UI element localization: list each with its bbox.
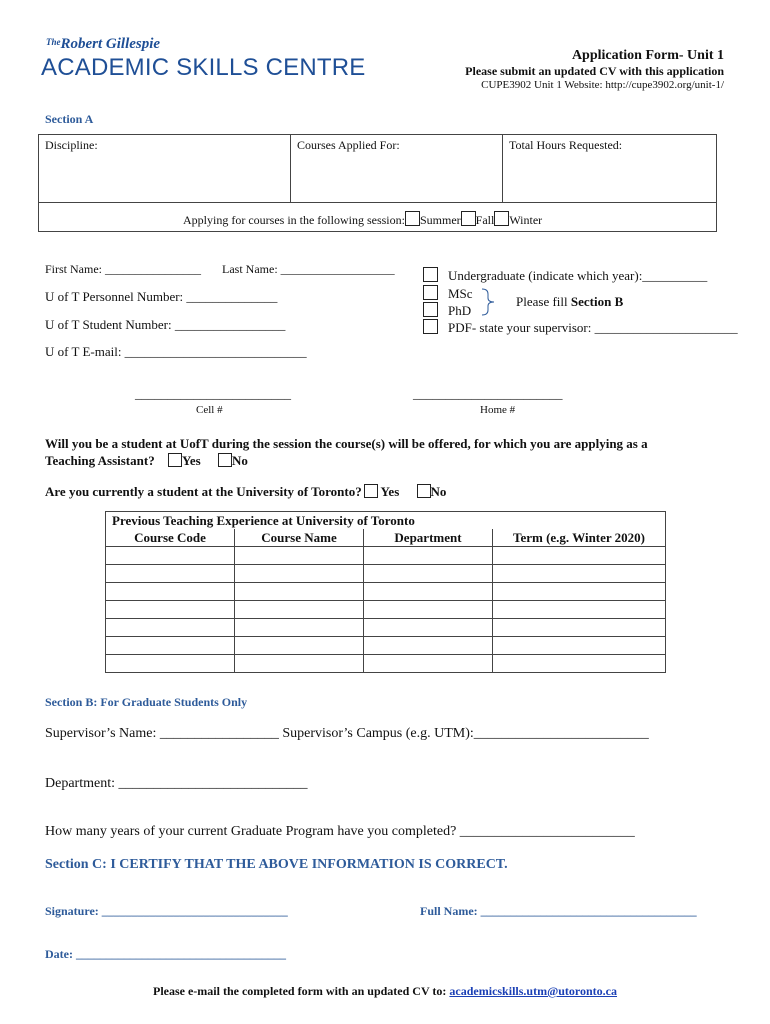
col-course-name: Course Name — [235, 529, 364, 547]
home-label: Home # — [480, 404, 516, 416]
table-cell[interactable] — [106, 637, 235, 655]
summer-checkbox[interactable] — [405, 211, 420, 226]
table-cell[interactable] — [364, 583, 493, 601]
table-cell[interactable] — [235, 565, 364, 583]
student-yes-checkbox[interactable] — [364, 484, 378, 498]
table-cell[interactable] — [106, 583, 235, 601]
section-b-heading: Section B: For Graduate Students Only — [45, 695, 248, 709]
teaching-experience-table — [105, 511, 666, 673]
table-cell[interactable] — [493, 583, 666, 601]
phd-checkbox[interactable] — [423, 302, 438, 317]
section-c-heading: Section C: I CERTIFY THAT THE ABOVE INFORMATION IS CORRECT. — [45, 857, 508, 872]
table-cell[interactable] — [364, 637, 493, 655]
student-number-field[interactable]: U of T Student Number: _________________ — [45, 317, 286, 332]
courses-field[interactable]: Courses Applied For: — [291, 135, 503, 202]
msc-label: MSc — [448, 286, 473, 301]
personnel-number-field[interactable]: U of T Personnel Number: ______________ — [45, 289, 278, 304]
table-cell[interactable] — [235, 583, 364, 601]
table-cell[interactable] — [364, 565, 493, 583]
section-a-heading: Section A — [45, 112, 94, 126]
table-row — [106, 619, 666, 637]
table-cell[interactable] — [106, 601, 235, 619]
table-row — [106, 655, 666, 673]
brace-icon — [480, 287, 504, 317]
signature-field[interactable]: Signature: _______________________________ — [45, 904, 288, 918]
fill-section-b-note: Please fill Section B — [516, 294, 624, 309]
undergrad-label: Undergraduate (indicate which year):__________ — [448, 268, 708, 283]
question-current-student: Are you currently a student at the University of Toronto? Yes No — [45, 484, 447, 499]
teaching-table-caption: Previous Teaching Experience at University of Toronto — [106, 512, 666, 530]
table-cell[interactable] — [493, 547, 666, 565]
table-row — [106, 601, 666, 619]
table-cell[interactable] — [364, 655, 493, 673]
table-row — [106, 547, 666, 565]
form-subtitle: Please submit an updated CV with this application — [465, 64, 724, 78]
table-cell[interactable] — [106, 547, 235, 565]
table-cell[interactable] — [493, 601, 666, 619]
table-cell[interactable] — [364, 547, 493, 565]
table-cell[interactable] — [106, 619, 235, 637]
discipline-field[interactable]: Discipline: — [39, 135, 291, 202]
phd-label: PhD — [448, 303, 472, 318]
question-ta-line2: Teaching Assistant? Yes No — [45, 453, 248, 468]
website-note: CUPE3902 Unit 1 Website: http://cupe3902.org/unit-1/ — [481, 79, 724, 91]
undergrad-checkbox[interactable] — [423, 267, 438, 282]
table-row — [106, 565, 666, 583]
table-cell[interactable] — [235, 655, 364, 673]
years-completed-field[interactable]: How many years of your current Graduate Program have you completed? _________________________ — [45, 824, 635, 839]
department-field[interactable]: Department: ___________________________ — [45, 776, 308, 791]
table-row — [106, 637, 666, 655]
table-cell[interactable] — [364, 619, 493, 637]
first-name-field[interactable]: First Name: ________________ — [45, 262, 201, 276]
cell-label: Cell # — [196, 404, 223, 416]
section-a-table — [38, 134, 717, 232]
ta-yes-checkbox[interactable] — [168, 453, 182, 467]
table-cell[interactable] — [235, 637, 364, 655]
last-name-field[interactable]: Last Name: ___________________ — [222, 262, 395, 276]
ta-no-checkbox[interactable] — [218, 453, 232, 467]
table-cell[interactable] — [493, 565, 666, 583]
contact-email-link[interactable]: academicskills.utm@utoronto.ca — [449, 984, 618, 998]
cell-line[interactable]: ________________________ — [135, 386, 291, 401]
date-field[interactable]: Date: ___________________________________ — [45, 947, 286, 961]
table-cell[interactable] — [493, 637, 666, 655]
email-field[interactable]: U of T E-mail: ____________________________ — [45, 344, 307, 359]
student-no-checkbox[interactable] — [417, 484, 431, 498]
table-cell[interactable] — [493, 655, 666, 673]
fall-checkbox[interactable] — [461, 211, 476, 226]
logo-line2: ACADEMIC SKILLS CENTRE — [41, 54, 366, 81]
table-cell[interactable] — [364, 601, 493, 619]
table-cell[interactable] — [235, 547, 364, 565]
logo-line1: $^{The}$Robert Gillespie — [46, 36, 161, 52]
full-name-field[interactable]: Full Name: ____________________________________ — [420, 904, 697, 918]
table-cell[interactable] — [106, 655, 235, 673]
table-cell[interactable] — [493, 619, 666, 637]
form-title: Application Form- Unit 1 — [571, 48, 724, 63]
table-cell[interactable] — [235, 601, 364, 619]
footer-note: Please e-mail the completed form with an updated CV to: academicskills.utm@utoronto.ca — [152, 984, 618, 998]
winter-checkbox[interactable] — [494, 211, 509, 226]
table-cell[interactable] — [235, 619, 364, 637]
table-row — [106, 583, 666, 601]
pdf-label: PDF- state your supervisor: ______________________ — [448, 320, 738, 335]
session-row: Applying for courses in the following session: Summer Fall Winter — [39, 202, 716, 231]
question-ta-line1: Will you be a student at UofT during the session the course(s) will be offered, for which you are applying as a — [45, 436, 648, 451]
home-line[interactable]: _______________________ — [413, 386, 563, 401]
msc-checkbox[interactable] — [423, 285, 438, 300]
col-term: Term (e.g. Winter 2020) — [493, 529, 666, 547]
col-department: Department — [364, 529, 493, 547]
supervisor-field[interactable]: Supervisor’s Name: _________________ Supervisor’s Campus (e.g. UTM):_________________________ — [45, 726, 649, 741]
pdf-checkbox[interactable] — [423, 319, 438, 334]
hours-field[interactable]: Total Hours Requested: — [509, 138, 623, 152]
col-course-code: Course Code — [106, 529, 235, 547]
table-cell[interactable] — [106, 565, 235, 583]
